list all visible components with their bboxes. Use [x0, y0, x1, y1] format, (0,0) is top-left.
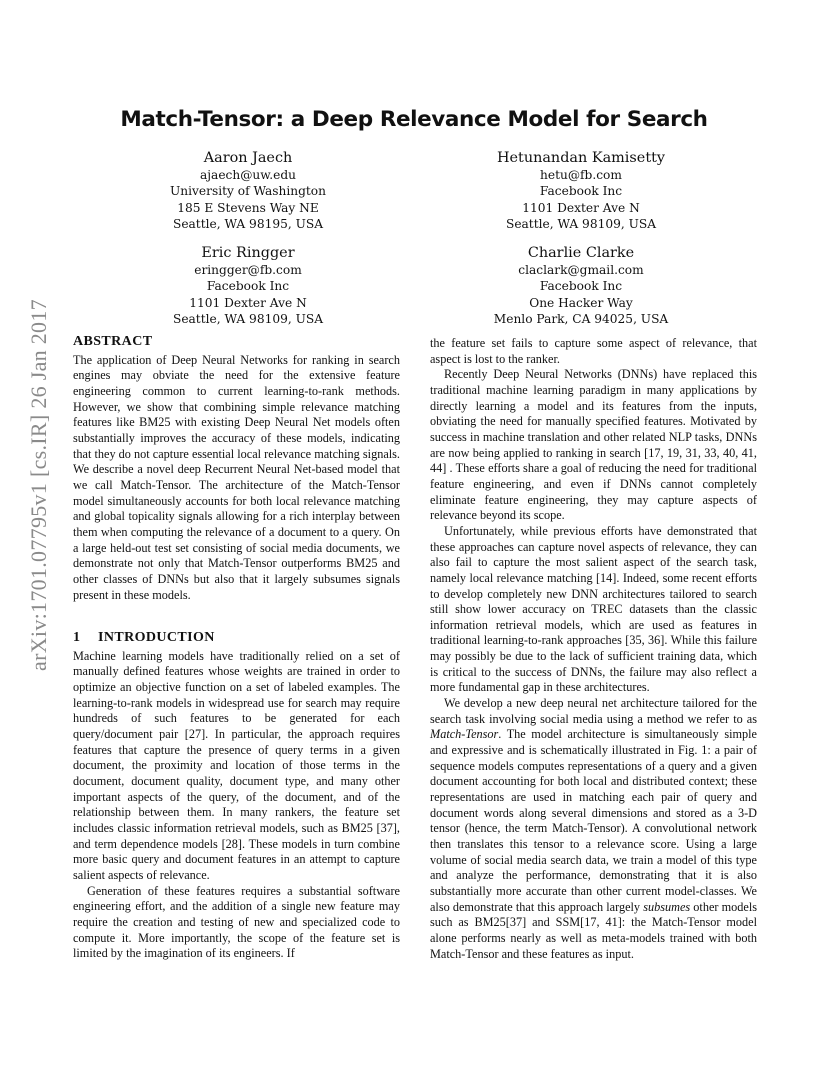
author-block-3 — [118, 243, 378, 327]
text-segment: . The model architecture is simultaneously simple and expressive and is schematically illustrated in Fig. 1: a pair of sequence models computes representations of a query and a given document accounting for both local and distributed context; these representations are used in matching each pair of query and document words along several dimensions and stored as a 3-D tensor (hence, the term Match-Tensor). A convolutional network then translates this tensor to a relevance score. Using a large volume of social media search data, we train a model of this type and analyze the performance, demonstrating that it is also substantially more accurate than other current model-classes. We also demonstrate that this approach largely — [430, 727, 757, 914]
author-block-2 — [451, 148, 711, 232]
text-segment: We develop a new deep neural net architecture tailored for the search task involving social media using a method we refer to as — [430, 696, 757, 726]
author-affiliation: University of Washington — [170, 184, 326, 199]
author-email: hetu@fb.com — [540, 168, 622, 182]
author-email: ajaech@uw.edu — [200, 168, 296, 182]
arxiv-identifier-text: arXiv:1701.07795v1 [cs.IR] 26 Jan 2017 — [26, 299, 51, 671]
emphasis-term: Match-Tensor — [430, 727, 499, 742]
abstract-heading: ABSTRACT — [73, 334, 153, 349]
author-block-4 — [451, 243, 711, 327]
introduction-heading — [73, 630, 400, 646]
text-segment: other models such as BM25[37] and SSM[17, 41]: the Match-Tensor model alone performs nearly as well as meta-models trained with both Match-Tensor and these features as input. — [430, 899, 757, 961]
author-address-street: 185 E Stevens Way NE — [177, 200, 319, 215]
paper-title: Match-Tensor: a Deep Relevance Model for Search — [120, 107, 708, 132]
intro-paragraph-continued: the feature set fails to capture some aspect of relevance, that aspect is lost to the ranker. — [430, 336, 757, 366]
section-title: INTRODUCTION — [98, 630, 215, 646]
author-affiliation: Facebook Inc — [539, 279, 623, 294]
emphasis-term: subsumes — [643, 899, 691, 914]
abstract-text: The application of Deep Neural Networks for ranking in search engines may obviate the need for the extensive feature engineering common to current learning-to-rank methods. However, we show that combining simple relevance matching features like BM25 with existing Deep Neural Net models often substantially improves the accuracy of these models, indicating that they do not capture essential local relevance matching signals. We describe a novel deep Recurrent Neural Net-based model that we call Match-Tensor. The architecture of the Match-Tensor model simultaneously accounts for both local relevance matching and global topicality signals allowing for a rich interplay between them when computing the relevance of a document to a query. On a large held-out test set consisting of social media documents, we demonstrate not only that Match-Tensor outperforms BM25 and other classes of DNNs but also that it largely subsumes signals present in these models. — [73, 352, 400, 602]
intro-paragraph-2: Generation of these features requires a substantial software engineering effort, and the addition of a single new feature may require the creation and testing of new and specialized code to compute it. More importantly, the scope of the feature set is limited by the imagination of its engineers. If — [73, 883, 400, 961]
author-name: Eric Ringger — [201, 245, 295, 261]
left-column — [73, 334, 400, 962]
intro-paragraph-match-tensor — [430, 696, 757, 962]
author-name: Hetunandan Kamisetty — [496, 150, 666, 166]
author-address-street: 1101 Dexter Ave N — [522, 200, 640, 215]
intro-paragraph-dnn: Recently Deep Neural Networks (DNNs) have replaced this traditional machine learning paradigm in many applications by directly learning a model and its features from the inputs, obviating the need for manually specified features. Motivated by success in machine translation and other related NLP tasks, DNNs are now being applied to ranking in search [17, 19, 31, 33, 40, 41, 44] . These efforts share a goal of reducing the need for traditional feature engineering, and even if DNNs cannot completely eliminate feature engineering, they may capture aspects of relevance beyond its scope. — [430, 367, 757, 523]
author-address-street: One Hacker Way — [529, 295, 633, 310]
author-email: eringger@fb.com — [194, 263, 302, 277]
author-address-city: Seattle, WA 98109, USA — [505, 216, 657, 231]
author-affiliation: Facebook Inc — [539, 184, 623, 199]
author-address-city: Seattle, WA 98195, USA — [172, 216, 324, 231]
intro-paragraph-unfortunately: Unfortunately, while previous efforts have demonstrated that these approaches can capture novel aspects of relevance, they can also fail to capture the most salient aspect of the search task, namely local relevance matching [14]. Indeed, some recent efforts to develop completely new DNN architectures tailored to search still show lower accuracy on TREC datasets than the classic information retrieval models, which are used as features in traditional learning-to-rank approaches [35, 36]. While this failure may possibly be due to the lack of sufficient training data, which is critical to the success of DNNs, the failure may also reflect a more fundamental gap in these architectures. — [430, 523, 757, 695]
author-block-1 — [118, 148, 378, 232]
right-column — [430, 336, 757, 962]
intro-paragraph-1: Machine learning models have traditionally relied on a set of manually defined features whose weights are trained in order to optimize an objective function on a set of labeled examples. The learning-to-rank models in widespread use for search may require hundreds of such features to be generated for each query/document pair [27]. In particular, the approach requires features that capture the presence of query terms in a given document, the proximity and location of those terms in the document, document quality, document type, and many other important aspects of the query, of the document, and of the relationship between them. In many rankers, the feature set includes classic information retrieval models, such as BM25 [37], and term dependence models [28]. These models in turn combine more basic query and document features in an attempt to capture salient aspects of relevance. — [73, 648, 400, 882]
author-affiliation: Facebook Inc — [206, 279, 290, 294]
author-name: Charlie Clarke — [527, 245, 635, 261]
section-number: 1 — [73, 630, 81, 646]
author-name: Aaron Jaech — [203, 150, 293, 166]
author-email: claclark@gmail.com — [518, 263, 644, 277]
author-address-city: Menlo Park, CA 94025, USA — [493, 311, 669, 326]
author-address-street: 1101 Dexter Ave N — [189, 295, 307, 310]
author-address-city: Seattle, WA 98109, USA — [172, 311, 324, 326]
